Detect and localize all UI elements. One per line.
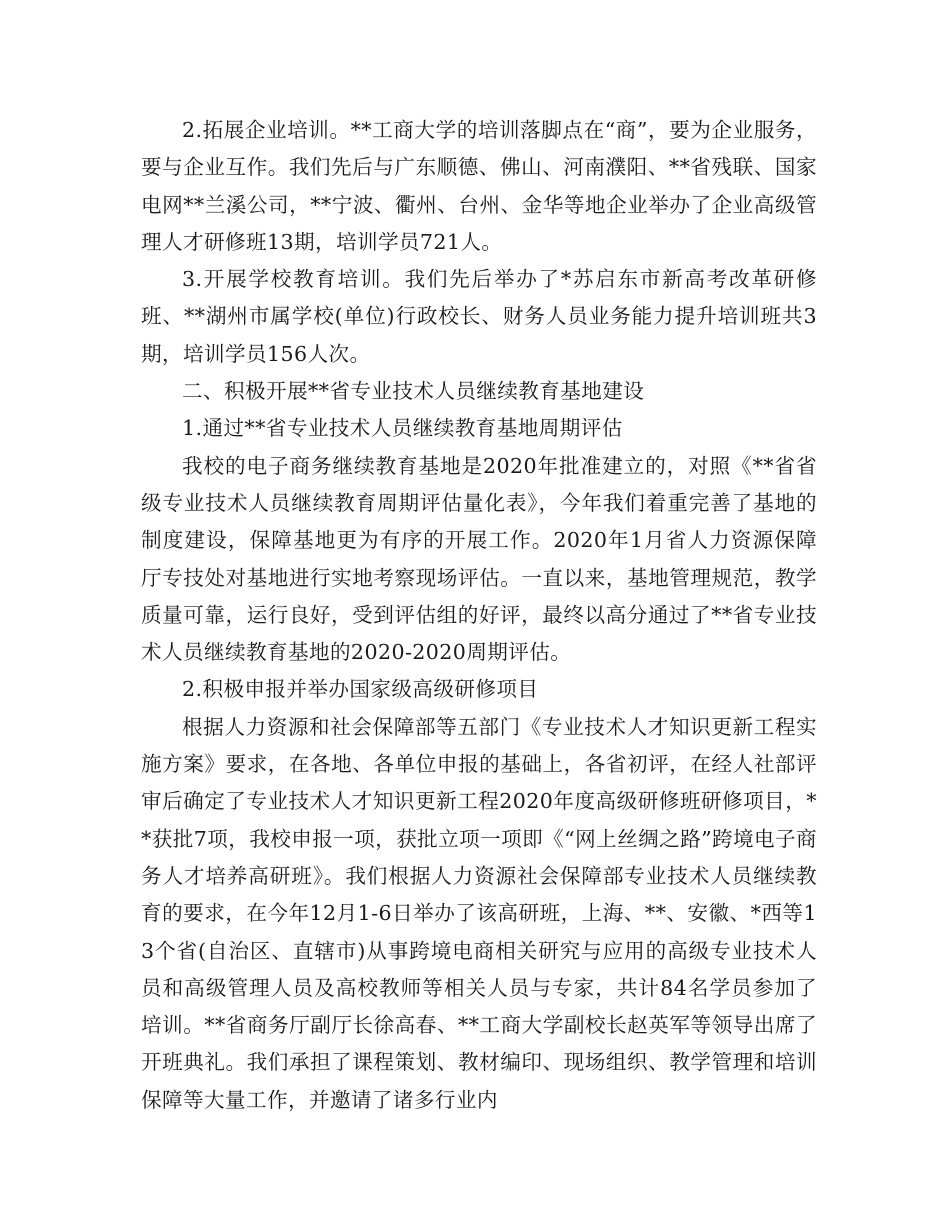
subheading-national-project: 2.积极申报并举办国家级高级研修项目 <box>182 677 539 702</box>
document-body <box>141 112 817 1119</box>
paragraph-national-project: 根据人力资源和社会保障部等五部门《专业技术人才知识更新工程实施方案》要求，在各地、各单位申报的基础上，各省初评，在经人社部评审后确定了专业技术人才知识更新工程2020年度高级研修班研修项目，**获批7项，我校申报一项，获批立项一项即《“网上丝绸之路”跨境电子商务人才培养高研班》。我们根据人力资源社会保障部专业技术人员继续教育的要求，在今年12月1-6日举办了该高研班，上海、**、安徽、*西等13个省(自治区、直辖市)从事跨境电商相关研究与应用的高级专业技术人员和高级管理人员及高校教师等相关人员与专家，共计84名学员参加了培训。**省商务厅副厅长徐高春、**工商大学副校长赵英军等领导出席了开班典礼。我们承担了课程策划、教材编印、现场组织、教学管理和培训保障等大量工作，并邀请了诸多行业内 <box>141 714 817 1112</box>
paragraph-base-evaluation: 我校的电子商务继续教育基地是2020年批准建立的，对照《**省省级专业技术人员继续教育周期评估量化表》，今年我们着重完善了基地的制度建设，保障基地更为有序的开展工作。2020年1月省人力资源保障厅专技处对基地进行实地考察现场评估。一直以来，基地管理规范，教学质量可靠，运行良好，受到评估组的好评，最终以高分通过了**省专业技术人员继续教育基地的2020-2020周期评估。 <box>141 453 817 665</box>
section-heading-2: 二、积极开展**省专业技术人员继续教育基地建设 <box>182 379 645 404</box>
paragraph-enterprise-training: 2.拓展企业培训。**工商大学的培训落脚点在“商”，要为企业服务，要与企业互作。我们先后与广东顺德、佛山、河南濮阳、**省残联、国家电网**兰溪公司，**宁波、衢州、台州、金华等地企业举办了企业高级管理人才研修班13期，培训学员721人。 <box>141 118 817 254</box>
paragraph-school-training: 3.开展学校教育培训。我们先后举办了*苏启东市新高考改革研修班、**湖州市属学校(单位)行政校长、财务人员业务能力提升培训班共3期，培训学员156人次。 <box>141 267 817 366</box>
subheading-base-evaluation: 1.通过**省专业技术人员继续教育基地周期评估 <box>182 416 623 441</box>
